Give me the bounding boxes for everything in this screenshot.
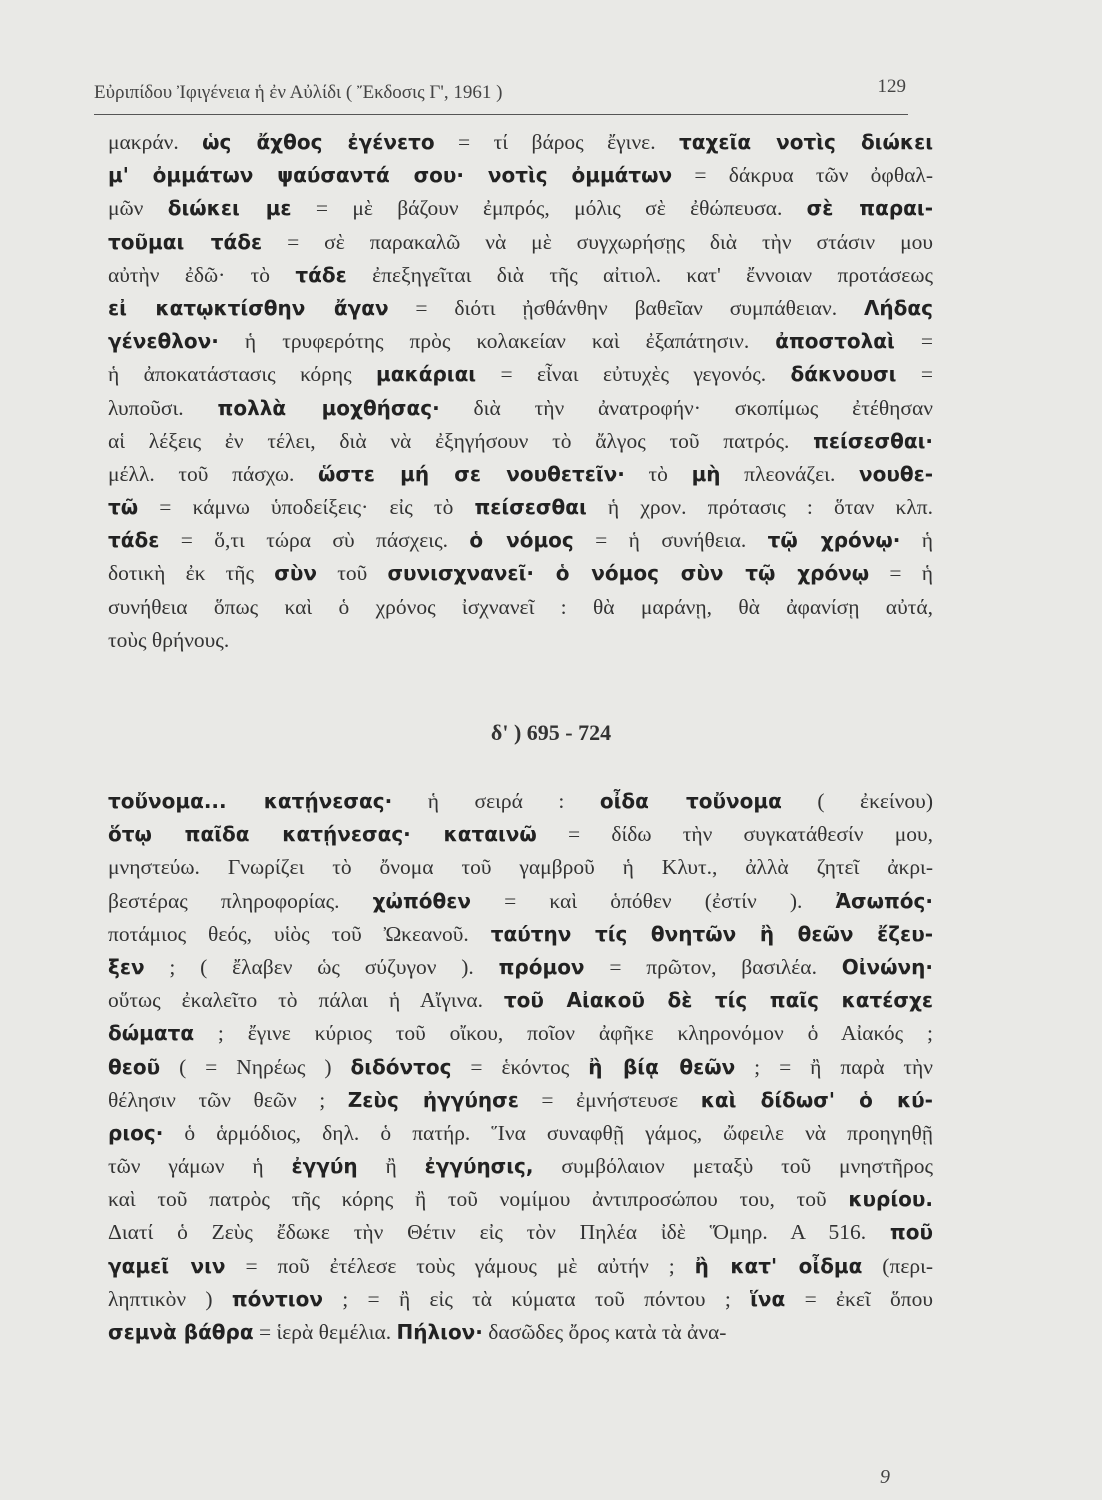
gloss-text: ἡ ἀποκατάστασις κόρης — [108, 362, 377, 387]
text-line — [108, 1283, 933, 1316]
gloss-text: = ποῦ ἐτέλεσε τοὺς γάμους μὲ αὐτήν ; — [225, 1253, 695, 1278]
gloss-text: Διατί ὁ Ζεὺς ἔδωκε τὴν Θέτιν εἰς τὸν Πηλέα ἰδὲ Ὅμηρ. Α 516. — [108, 1220, 890, 1245]
text-line — [108, 818, 933, 851]
gloss-text: συνήθεια ὅπως καὶ ὁ χρόνος ἰσχνανεῖ : θὰ μαράνῃ, θὰ ἀφανίσῃ αὐτά, — [108, 594, 933, 619]
gloss-text: ( = Νηρέως ) — [160, 1054, 351, 1079]
lemma-term: χὠπόθεν — [372, 888, 471, 913]
text-line — [108, 885, 933, 918]
lemma-term: θεοῦ — [108, 1054, 161, 1079]
gloss-text: = ἡ συνήθεια. — [573, 528, 768, 553]
text-line — [108, 1117, 933, 1150]
lemma-term: ταχεῖα νοτὶς διώκει — [679, 130, 933, 154]
text-line — [108, 524, 933, 557]
lemma-term: οἶδα τοὔνομα — [599, 789, 782, 813]
section-heading: δ' ) 695 - 724 — [490, 720, 612, 745]
gloss-text: = εἶναι εὐτυχὲς γεγονός. — [476, 362, 791, 387]
lemma-term: ποῦ — [889, 1220, 933, 1245]
gloss-text: συμβόλαιον μεταξὺ τοῦ μνηστῆρος — [533, 1154, 933, 1179]
lemma-term: κυρίου. — [848, 1187, 933, 1212]
lemma-term: διδόντος — [350, 1054, 452, 1079]
gloss-text: = καὶ ὁπόθεν (ἐστίν ). — [471, 888, 836, 913]
gloss-text: μῶν — [108, 196, 168, 221]
gloss-text: ληπτικὸν ) — [108, 1286, 232, 1311]
text-line — [108, 1183, 933, 1216]
lemma-term: πόντιον — [231, 1286, 323, 1311]
lemma-term: πείσεσθαι· — [813, 428, 933, 453]
text-line — [108, 1051, 933, 1084]
text-line — [108, 591, 933, 624]
text-line — [108, 624, 933, 657]
lemma-term: εἰ κατῳκτίσθην ἄγαν — [108, 295, 389, 320]
lemma-term: μακάριαι — [376, 362, 477, 387]
gloss-text: δασῶδες ὄρος κατὰ τὰ ἀνα- — [482, 1320, 727, 1344]
lemma-term: πείσεσθαι — [474, 495, 587, 520]
gloss-text: = ἡ — [869, 561, 933, 586]
lemma-term: ἢ κατ' οἶδμα — [694, 1253, 863, 1278]
gloss-text: ; ( ἔλαβεν ὡς σύζυγον ). — [144, 954, 499, 979]
lemma-term: τάδε — [295, 262, 347, 287]
gloss-text: = πρῶτον, βασιλέα. — [584, 954, 842, 979]
text-line — [108, 951, 933, 984]
text-line — [108, 259, 933, 292]
gloss-text: ( ἐκείνου) — [781, 789, 933, 813]
gloss-text: = δάκρυα τῶν ὀφθαλ- — [672, 163, 933, 188]
gloss-text: = τί βάρος ἔγινε. — [434, 130, 680, 154]
text-line — [108, 325, 933, 358]
gloss-text: = ἐκεῖ ὅπου — [785, 1286, 933, 1311]
lemma-term: ὡς ἄχθος ἐγένετο — [202, 130, 435, 154]
text-line — [108, 984, 933, 1017]
gloss-text: τὸ — [624, 461, 692, 486]
lemma-term: σὲ παραι- — [806, 196, 933, 221]
gloss-text: θέλησιν τῶν θεῶν ; — [108, 1087, 348, 1112]
text-line — [108, 226, 933, 259]
lemma-term: ἐγγύη — [291, 1154, 358, 1179]
lemma-term: ἵνα — [750, 1286, 786, 1311]
page-number: 129 — [877, 76, 906, 97]
text-line — [108, 1017, 933, 1050]
text-line — [108, 192, 933, 225]
text-line — [108, 458, 933, 491]
lemma-term: τάδε — [108, 528, 160, 553]
text-line — [108, 1084, 933, 1117]
lemma-term: μ' ὀμμάτων ψαύσαντά σου· νοτὶς ὀμμάτων — [108, 163, 673, 188]
gloss-text: ; = ἢ εἰς τὰ κύματα τοῦ πόντου ; — [322, 1286, 751, 1311]
text-line — [108, 1216, 933, 1249]
gloss-text: ἢ — [357, 1154, 425, 1179]
running-title: Εὐριπίδου Ἰφιγένεια ἡ ἐν Αὐλίδι ( Ἔκδοσις Γ', 1961 ) — [94, 82, 503, 103]
gloss-text: ποτάμιος θεός, υἱὸς τοῦ Ὠκεανοῦ. — [108, 921, 491, 946]
gloss-text: διὰ τὴν ἀνατροφήν· σκοπίμως ἐτέθησαν — [439, 395, 933, 420]
gloss-text: ἡ σειρά : — [392, 789, 600, 813]
gloss-text: = διότι ᾐσθάνθην βαθεῖαν συμπάθειαν. — [388, 295, 864, 320]
text-line — [108, 491, 933, 524]
gloss-text: μέλλ. τοῦ πάσχω. — [108, 461, 319, 486]
gloss-text: πλεονάζει. — [720, 461, 859, 486]
gloss-text: δοτικὴ ἐκ τῆς — [108, 561, 275, 586]
text-line — [108, 292, 933, 325]
gloss-text: = ὅ,τι τώρα σὺ πάσχεις. — [159, 528, 470, 553]
lemma-term: γαμεῖ νιν — [108, 1253, 226, 1278]
lemma-term: ταύτην τίς θνητῶν ἢ θεῶν ἔζευ- — [490, 921, 933, 946]
gloss-text: ἡ — [900, 528, 933, 553]
text-line — [108, 785, 933, 818]
gloss-text: = — [896, 362, 933, 387]
lemma-term: νουθε- — [858, 461, 933, 486]
running-header — [94, 76, 906, 110]
text-line — [108, 1316, 933, 1349]
gloss-text: = ἑκόντος — [451, 1054, 589, 1079]
lemma-term: διώκει με — [167, 196, 292, 221]
lemma-term: γένεθλον· — [108, 329, 219, 354]
commentary-block-2 — [108, 785, 933, 1349]
text-line — [108, 1250, 933, 1283]
gloss-text: λυποῦσι. — [108, 395, 218, 420]
gloss-text: τοὺς θρήνους. — [108, 627, 230, 652]
lemma-term: ὁ νόμος — [469, 528, 574, 553]
lemma-term: συνισχνανεῖ· ὁ νόμος σὺν τῷ χρόνῳ — [387, 561, 870, 586]
lemma-term: δώματα — [108, 1021, 195, 1046]
text-line — [108, 159, 933, 192]
gloss-text: = δίδω τὴν συγκατάθεσίν μου, — [536, 822, 933, 847]
gloss-text: = μὲ βάζουν ἐμπρός, μόλις σὲ ἐθώπευσα. — [291, 196, 807, 221]
lemma-term: δάκνουσι — [790, 362, 897, 387]
gloss-text: αὐτὴν ἐδῶ· τὸ — [108, 262, 296, 287]
text-line — [108, 126, 933, 159]
lemma-term: τῷ χρόνῳ· — [767, 528, 901, 553]
lemma-term: πολλὰ μοχθήσας· — [217, 395, 440, 420]
lemma-term: ἢ βίᾳ θεῶν — [588, 1054, 736, 1079]
gloss-text: οὕτως ἐκαλεῖτο τὸ πάλαι ἡ Αἴγινα. — [108, 988, 504, 1013]
gloss-text: (περι- — [862, 1253, 933, 1278]
commentary-block-1 — [108, 126, 933, 657]
header-rule — [94, 114, 908, 115]
gloss-text: ἡ χρον. πρότασις : ὅταν κλπ. — [586, 495, 933, 520]
gloss-text: καὶ τοῦ πατρὸς τῆς κόρης ἢ τοῦ νομίμου ἀντιπροσώπου του, τοῦ — [108, 1187, 849, 1212]
text-line — [108, 425, 933, 458]
lemma-term: Ἀσωπός· — [835, 888, 933, 913]
gloss-text: = ἱερὰ θεμέλια. — [253, 1320, 397, 1344]
text-line — [108, 358, 933, 391]
text-line — [108, 1150, 933, 1183]
lemma-term: τοὔνομα... κατῄνεσας· — [108, 789, 393, 813]
gloss-text: = κάμνω ὑποδείξεις· εἰς τὸ — [138, 495, 475, 520]
signature-mark: 9 — [880, 1466, 890, 1488]
gloss-text: = σὲ παρακαλῶ νὰ μὲ συγχωρήσῃς διὰ τὴν στάσιν μου — [262, 229, 933, 254]
text-line — [108, 557, 933, 590]
gloss-text: τῶν γάμων ἡ — [108, 1154, 292, 1179]
gloss-text: τοῦ — [317, 561, 388, 586]
lemma-term: τοῦ Αἰακοῦ δὲ τίς παῖς κατέσχε — [503, 988, 933, 1013]
gloss-text: ἡ τρυφερότης πρὸς κολακείαν καὶ ἐξαπάτησιν. — [218, 329, 776, 354]
lemma-term: Λήδας — [863, 295, 933, 320]
lemma-term: ὥστε μή σε νουθετεῖν· — [318, 461, 625, 486]
lemma-term: ὅτῳ παῖδα κατῄνεσας· καταινῶ — [108, 822, 537, 847]
lemma-term: ἐγγύησις, — [424, 1154, 534, 1179]
gloss-text: μνηστεύω. Γνωρίζει τὸ ὄνομα τοῦ γαμβροῦ ἡ Κλυτ., ἀλλὰ ζητεῖ ἀκρι- — [108, 855, 933, 880]
gloss-text: αἱ λέξεις ἐν τέλει, διὰ νὰ ἐξηγήσουν τὸ ἄλγος τοῦ πατρός. — [108, 428, 814, 453]
lemma-term: ἀποστολαὶ — [775, 329, 895, 354]
gloss-text: ; = ἢ παρὰ τὴν — [735, 1054, 933, 1079]
text-line — [108, 851, 933, 884]
gloss-text: ἐπεξηγεῖται διὰ τῆς αἰτιολ. κατ' ἔννοιαν προτάσεως — [346, 262, 933, 287]
lemma-term: Ζεὺς ἠγγύησε — [347, 1087, 519, 1112]
lemma-term: ριος· — [108, 1120, 164, 1145]
lemma-term: Πήλιον· — [396, 1320, 483, 1344]
text-line — [108, 392, 933, 425]
lemma-term: ξεν — [108, 954, 145, 979]
lemma-term: τοῦμαι τάδε — [108, 229, 263, 254]
lemma-term: μὴ — [691, 461, 721, 486]
gloss-text: βεστέρας πληροφορίας. — [108, 888, 373, 913]
gloss-text: μακράν. — [108, 130, 203, 154]
text-line — [108, 918, 933, 951]
gloss-text: = — [894, 329, 933, 354]
gloss-text: = ἐμνήστευσε — [518, 1087, 701, 1112]
lemma-term: τῶ — [108, 495, 139, 520]
lemma-term: πρόμον — [498, 954, 585, 979]
lemma-term: σὺν — [274, 561, 317, 586]
lemma-term: καὶ δίδωσ' ὁ κύ- — [700, 1087, 933, 1112]
gloss-text: ὁ ἁρμόδιος, δηλ. ὁ πατήρ. Ἵνα συναφθῇ γάμος, ὤφειλε νὰ προηγηθῇ — [163, 1120, 933, 1145]
gloss-text: ; ἔγινε κύριος τοῦ οἴκου, ποῖον ἀφῆκε κληρονόμον ὁ Αἰακός ; — [194, 1021, 933, 1046]
lemma-term: Οἰνώνη· — [841, 954, 933, 979]
lemma-term: σεμνὰ βάθρα — [108, 1320, 254, 1344]
